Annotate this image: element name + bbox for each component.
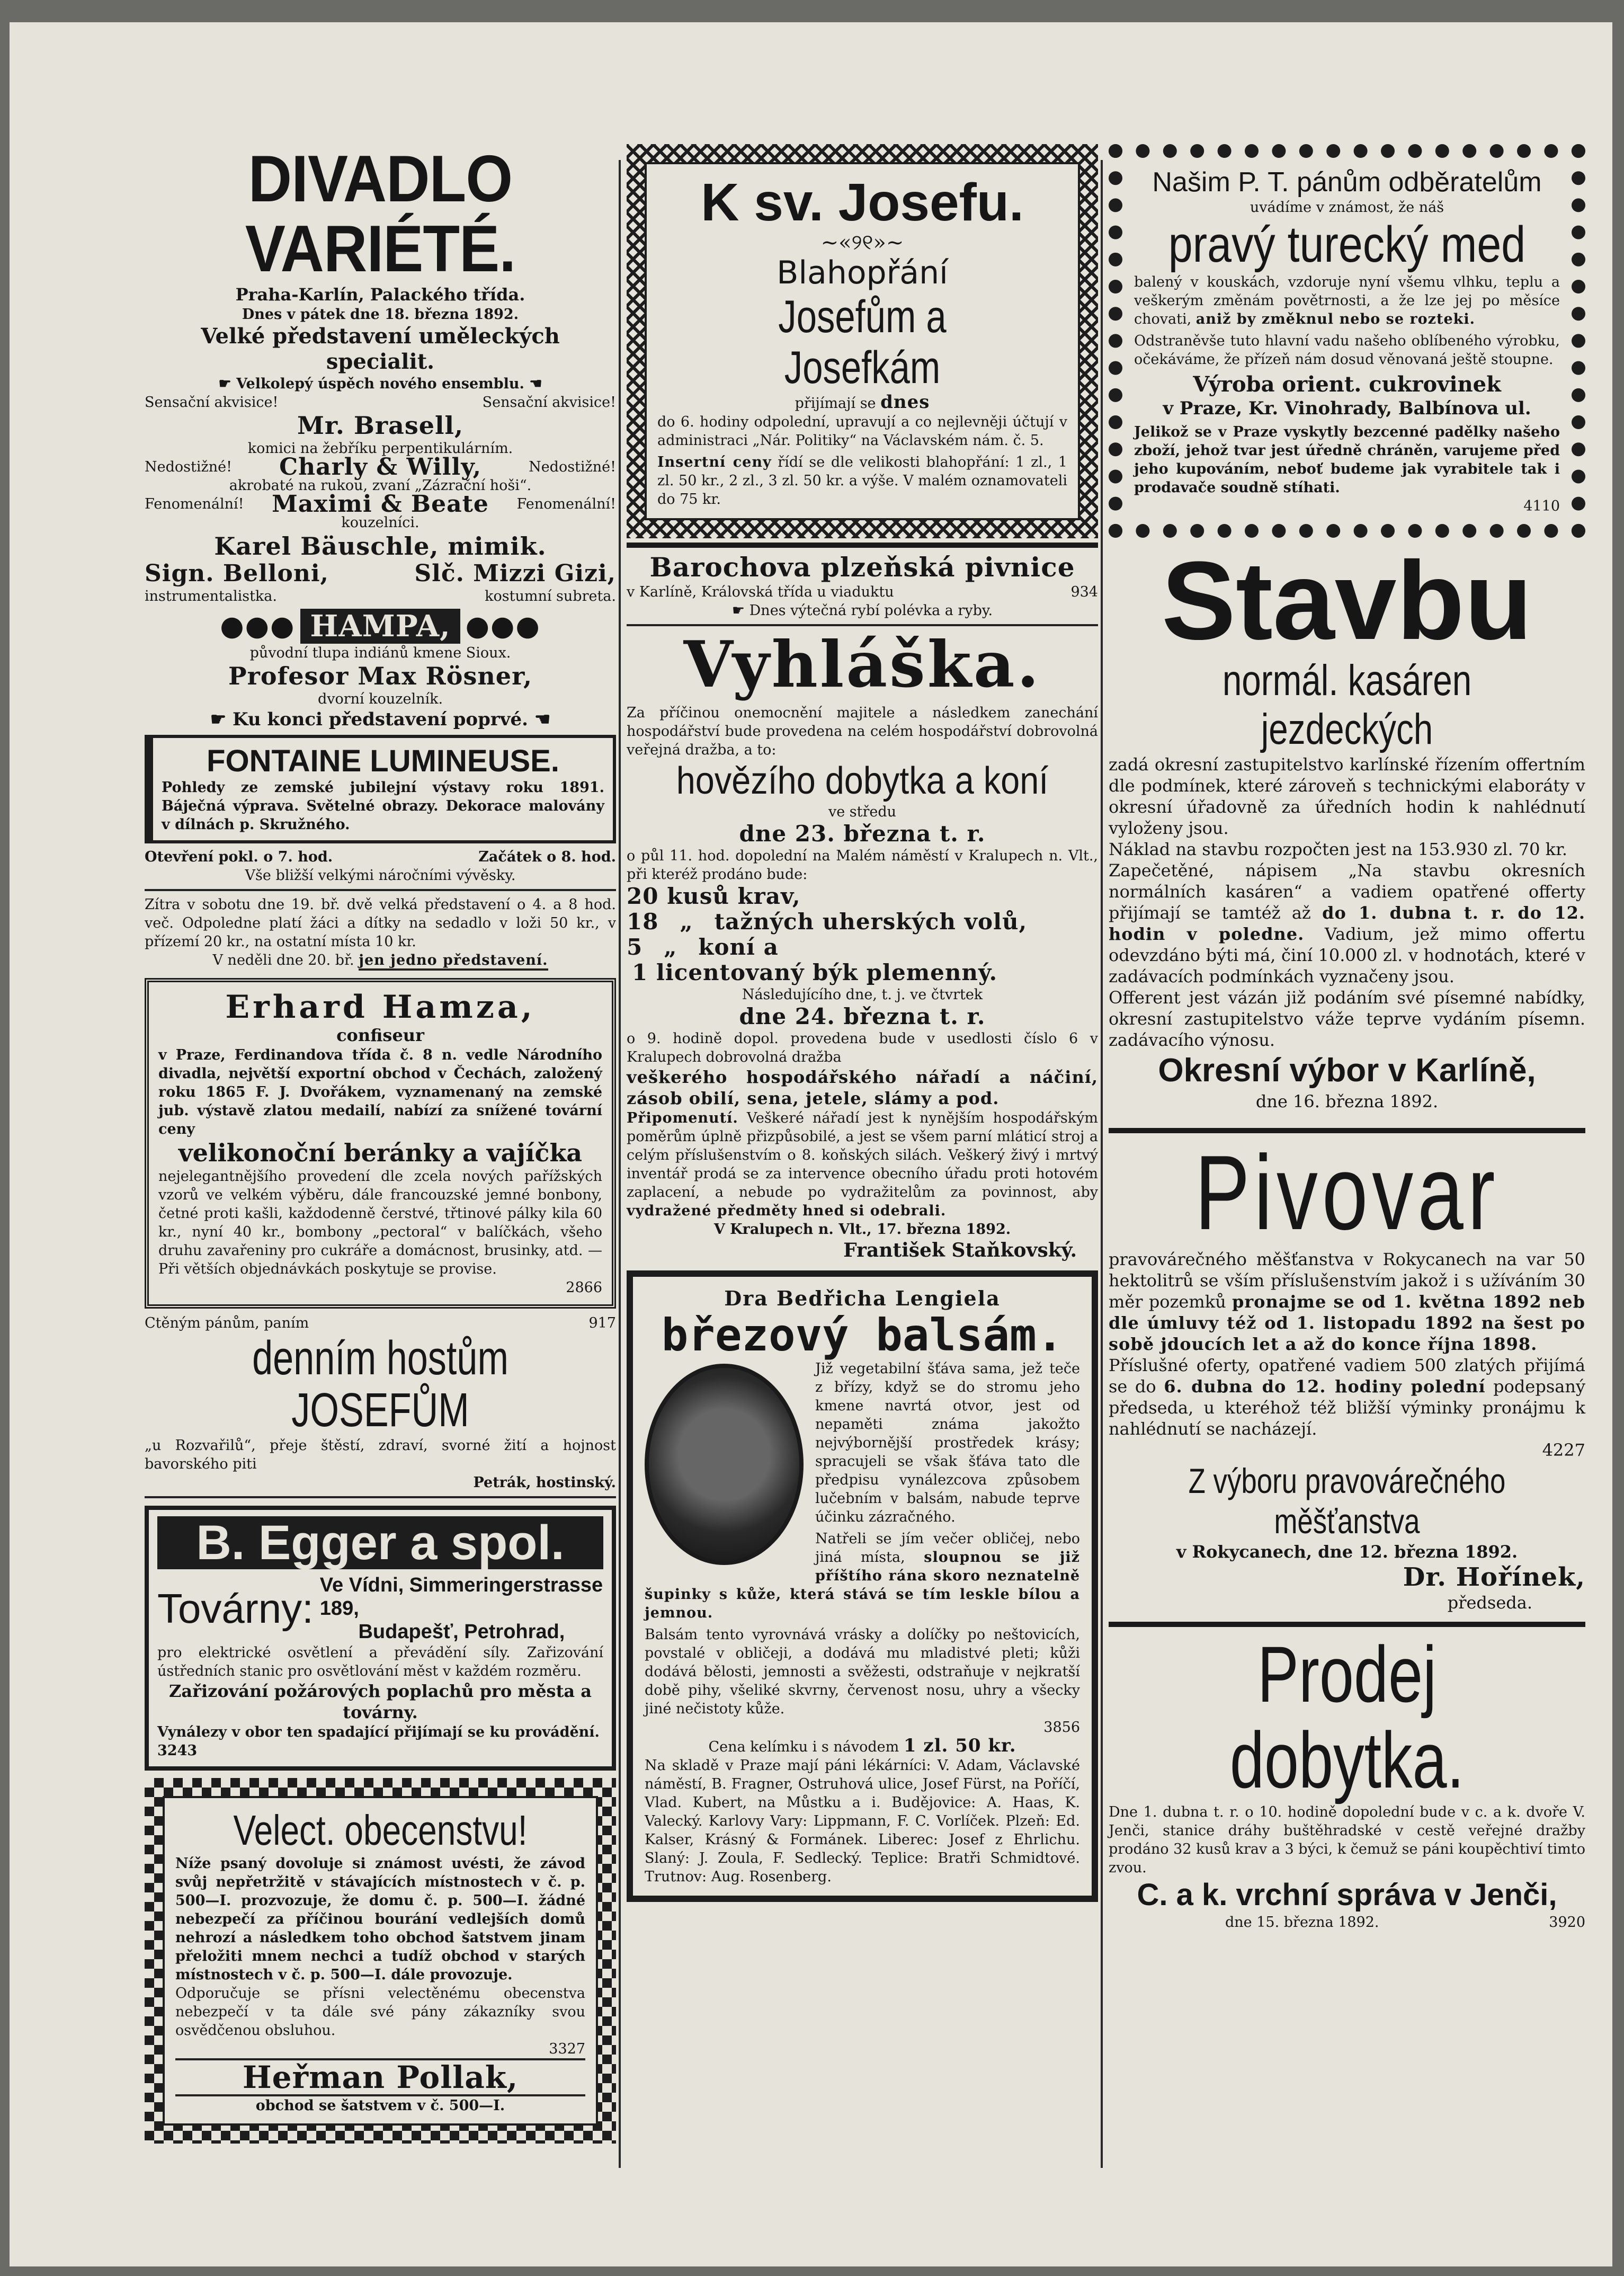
- ad-note: Zítra v sobotu dne 19. bř. dvě velká představení o 4. a 8 hod. več. Odpoledne platí žáci a dítky na sedadlo v loži 50 kr., v přízemí 20 kr., na ostatní místa 10 kr.: [145, 896, 616, 950]
- ad-title: Vyhláška.: [683, 627, 1041, 702]
- ad-number: 3243: [157, 1742, 198, 1759]
- column-right: [1109, 144, 1585, 1932]
- ad-number: 3856: [1043, 1719, 1080, 1736]
- stavbu-ad: [1109, 538, 1586, 1112]
- ad-row: [145, 848, 616, 866]
- divider: [145, 889, 616, 891]
- act-name: Sign. Belloni,: [145, 560, 329, 587]
- ad-text: Balsám tento vyrovnává vrásky a dolíčky po neštovicích, povstalé v obličeji, a dodává mu mladistvé pleti; kůži dodává bělosti, jemnosti a svěžesti, odstraňuje v nejkratší době pihy, všeliké skvrny, červenost nosu, uhry a všecky jiné nečistoty kůže.: [645, 1626, 1080, 1717]
- ad-label: Sensační akvisice!: [145, 394, 279, 411]
- act-desc: instrumentalistka.: [145, 588, 277, 604]
- ad-text: Odstraněvše tuto hlavní vadu našeho oblíbeného výrobku, očekáváme, že přízeň nám dosud věnovaná ještě stoupne.: [1134, 333, 1560, 368]
- act-desc: kouzelníci.: [341, 514, 420, 531]
- pointing-hand-icon: ☛: [731, 602, 749, 619]
- ad-text: Níže psaný dovoluje si známost uvésti, že závod svůj nepřetržitě v stávajících místnostech v č. p. 500—I. prozvozuje, že domu č. p. 500—I. žádné nebezpečí za příčinou bourání vedlejších domů nehrozí a následkem toho obchod šatstvem jinam přeložiti mnem nechci a tudíž obchod v starých místnostech v č. p. 500—I. dále provozuje.: [175, 1855, 585, 1983]
- ad-footer: Vynálezy v obor ten spadající přijímají se ku provádění. 3243: [157, 1724, 600, 1759]
- ad-premiere: ☛ Ku konci představení poprvé. ☚: [210, 709, 551, 730]
- ad-text: Již vegetabilní šťáva sama, jež teče z břízy, když se do stromu jeho kmene navrtá otvor, jest od nepaměti známa jakožto nejvýbornější prostředek krásy; spracujeli se však šťáva tato dle předpisu vynálezcova způsobem lučebním v balsám, nabude teprve účinku zázračného.: [815, 1361, 1080, 1525]
- auction-item: 5 „ koní a: [627, 934, 779, 960]
- ad-row: [145, 454, 616, 481]
- ad-text: Insertní ceny řídí se dle velikosti blahopřání: 1 zl., 1 zl. 50 kr., 2 zl., 3 zl. 50 kr. a výše. V malém oznamovateli do 75 kr.: [657, 454, 1067, 508]
- act-desc: kostumní subreta.: [485, 588, 616, 604]
- pointing-hand-icon: ☚: [524, 376, 542, 392]
- ad-text: Náklad na stavbu rozpočten jest na 153.930 zl. 70 kr.: [1109, 839, 1568, 859]
- ad-title: pravý turecký med: [1168, 216, 1526, 273]
- ad-date: dne 23. března t. r.: [739, 821, 986, 847]
- ad-number: 4227: [1542, 1440, 1585, 1460]
- newspaper-page: [10, 22, 1612, 2266]
- ad-highlight: Zařizování požárových poplachů pro města a továrny.: [169, 1681, 592, 1722]
- ad-text: Odporučuje se přísni velectěnému obecenstva nebezpečí v ta dále své pány zákazníky svou osvědčenou obsluhou.: [175, 1985, 585, 2039]
- ad-title: Erhard Hamza,: [225, 989, 536, 1026]
- ad-address: v Karlíně, Královská třída u viaduktu: [627, 584, 894, 600]
- ad-text: v Praze, Ferdinandova třída č. 8 n. vedle Národního divadla, největší exportní obchod v Čechách, založený roku 1865 F. J. Dvořákem, vyznamenaný na zemské jub. výstavě zlatou medailí, nabízí za snížené tovární ceny: [158, 1047, 602, 1137]
- pointing-hand-icon: ☚: [528, 709, 551, 730]
- ad-note: ve středu: [828, 804, 897, 820]
- divadlo-variete-ad: [145, 144, 616, 970]
- ad-number: 3327: [549, 2041, 585, 2057]
- ad-header: Dra Bedřicha Lengiela: [724, 1286, 1001, 1310]
- act-name: Profesor Max Rösner,: [228, 662, 532, 690]
- column-left: [145, 144, 616, 2144]
- ad-note: ☛ Dnes výtečná rybí polévka a ryby.: [731, 602, 993, 619]
- divider: [1109, 1128, 1585, 1133]
- ad-title: K sv. Josefu.: [701, 173, 1024, 232]
- ad-address: Ve Vídni, Simmeringerstrasse 189,: [319, 1574, 603, 1620]
- josefu-ad-inner: [645, 162, 1080, 520]
- ad-place: v Rokycanech, dne 12. března 1892.: [1176, 1542, 1518, 1562]
- ad-warning: Jelikož se v Praze vyskytly bezcenné padělky našeho zboží, jehož tvar jest úředně chráněn, varujeme před jeho kupováním, neboť budeme jak vyrabitele tak i prodavače soudně stíhati.: [1134, 424, 1560, 496]
- act-name: Mr. Brasell,: [297, 411, 463, 440]
- egger-ad: [145, 1506, 616, 1771]
- pivovar-ad: [1109, 1134, 1586, 1613]
- ad-text: „u Rozvařilů“, přeje štěstí, zdraví, svorné žití a hojnost bavorského piti: [145, 1437, 616, 1472]
- divider: [627, 543, 1098, 548]
- dot-ornament-icon: ●●●: [465, 610, 541, 642]
- ad-number: 2866: [566, 1279, 602, 1296]
- ad-dealers: Na skladě v Praze mají páni lékárníci: V. Adam, Václavské náměstí, B. Fragner, Ostruhová ulice, Josef Fürst, na Poříčí, Vlad. Kubert, na Můstku a i. Budějovice: A. Haas, K. Valecký. Karlovy Vary: Lippmann, F. C. Vorlíček. Plzeň: Ed. Kalser, Krásný & Formánek. Liberec: Josef z Ehrlichu. Slaný: J. Zoula, F. Sedlecký. Teplice: Bratři Schmidtové. Trutnov: Aug. Rosenberg.: [645, 1757, 1080, 1885]
- egger-factories: [157, 1573, 603, 1643]
- act-name: Karel Bäuschle, mimik.: [214, 532, 547, 561]
- dot-ornament-icon: ●●●: [220, 610, 296, 642]
- ad-subtitle: confiseur: [336, 1025, 424, 1045]
- ad-note: Následujícího dne, t. j. ve čtvrtek: [742, 986, 983, 1003]
- column-rule: [1101, 160, 1103, 2168]
- auction-item: 1 licentovaný býk plemenný.: [632, 959, 998, 985]
- ad-label: Nedostižné!: [145, 459, 232, 475]
- ad-subtitle: uvádíme v známost, že náš: [1250, 199, 1444, 216]
- ad-address: Budapešť, Petrohrad,: [358, 1621, 565, 1643]
- auction-item: 20 kusů krav,: [627, 883, 801, 909]
- ad-title: Velect. obecenstvu!: [233, 1807, 528, 1854]
- ad-label: Ctěným pánům, paním: [145, 1315, 309, 1331]
- pointing-hand-icon: ☛: [210, 709, 233, 730]
- ad-label: Otevření pokl. o 7. hod.: [145, 849, 333, 865]
- josefu-ad: [627, 144, 1098, 538]
- ad-label: Fenomenální!: [145, 496, 244, 512]
- ad-text: Dne 1. dubna t. r. o 10. hodině dopolední bude v c. a k. dvoře V. Jenči, stanice dráhy buštěhradské v cestě veřejné dražby prodáno 32 kusů krav a 3 býci, k čemuž se páni koupěchtiví timto zvou.: [1109, 1804, 1585, 1876]
- ad-signature: Okresní výbor v Karlíně,: [1158, 1052, 1536, 1089]
- vyhlaska-ad: [627, 627, 1098, 1262]
- ad-text: pro elektrické osvětlení a převádění síly. Zařizování ústředních stanic pro osvětlování měst v každém rozměru.: [157, 1644, 603, 1679]
- column-rule: [619, 160, 621, 2168]
- ad-title: březový balsám.: [661, 1309, 1064, 1361]
- ad-date: dne 16. března 1892.: [1255, 1091, 1439, 1112]
- turecky-med-ad: [1109, 144, 1585, 538]
- fontaine-text: Pohledy ze zemské jubilejní výstavy roku 1891. Báječná výprava. Světelné obrazy. Dekorace malovány v dílnách p. Skružného.: [162, 779, 604, 833]
- ad-title: DIVADLO VARIÉTÉ.: [245, 143, 516, 286]
- ad-subtitle: Blahopřání: [777, 254, 948, 291]
- ad-title: Prodej dobytka.: [1229, 1630, 1465, 1804]
- ad-subtitle: normál. kasáren jezdeckých: [1222, 656, 1472, 753]
- act-name: Maximi & Beate: [272, 491, 489, 518]
- ad-row: [145, 587, 616, 606]
- ad-header: Našim P. T. pánům odběratelům: [1152, 167, 1542, 198]
- ad-title: B. Egger a spol.: [157, 1516, 603, 1569]
- ornament-icon: ~«୨୧»~: [820, 230, 904, 255]
- ad-signature: Petrák, hostinský.: [473, 1474, 616, 1491]
- ad-highlight: velikonoční beránky a vajíčka: [178, 1139, 583, 1167]
- ad-date: dne 15. března 1892.: [1225, 1914, 1379, 1931]
- ad-signature: Dr. Hořínek,: [1403, 1562, 1585, 1592]
- ad-row: [1109, 1913, 1585, 1932]
- ad-text: o 9. hodině dopol. provedena bude v usedlosti číslo 6 v Kralupech dobrovolná dražba: [627, 1030, 1098, 1065]
- column-middle: [627, 144, 1098, 1906]
- balsam-ad: [627, 1270, 1098, 1902]
- ad-text: nejelegantnějšího provedení dle zcela nových pařížských vzorů ve velkém výběru, dále francouzské jemné bonbony, četné proti kašli, každodenně čerstvé, třtinové pálky kila 60 kr., nyní 40 kr., bombony „pectoral“ v balíčkách, všeho druhu zavařeniny pro cukráře a domácnost, brusinky, atd. — Při větších objednávkách poskytuje se provise.: [158, 1168, 602, 1277]
- ad-label: Továrny:: [157, 1585, 314, 1632]
- fontaine-box: [145, 735, 616, 843]
- ad-text: pravovárečného měšťanstva v Rokycanech na var 50 hektolitrů se vším příslušenstvím jakož i s užíváním 30 měr pozemků pronajme se od 1. května 1892 neb dle úmluvy též od 1. listopadu 1892 na šest po sobě jdoucích let a až do konce října 1898.: [1109, 1249, 1585, 1354]
- act-desc: dvorní kouzelník.: [317, 691, 443, 707]
- ad-date: Dnes v pátek dne 18. března 1892.: [242, 306, 519, 323]
- ad-label: Nedostižné!: [529, 459, 616, 475]
- ad-address: Praha-Karlín, Palackého třída.: [235, 284, 525, 305]
- ad-headline: Velké představení uměleckých specialit.: [201, 324, 560, 374]
- ad-firm: Výroba orient. cukrovinek: [1193, 372, 1501, 397]
- act-desc: původní tlupa indiánů kmene Sioux.: [249, 645, 511, 661]
- ad-title: denním hostům JOSEFŮM: [252, 1332, 508, 1437]
- prodej-dobytka-ad: [1109, 1631, 1585, 1932]
- hampa-line: [145, 609, 616, 644]
- act-desc: komici na žebříku perpentikulárním.: [247, 440, 513, 457]
- ad-text: Offerent jest vázán již podáním své písemné nabídky, okresní zastupitelstvo váže teprve vydáním písemn. zadávacího výnosu.: [1109, 988, 1585, 1050]
- barochova-ad: [627, 552, 1098, 620]
- ad-text: Příslušné oferty, opatřené vadiem 500 zlatých přijímá se do 6. dubna do 12. hodiny polední podepsaný předseda, u kteréhož též bližší výminky pronájmu k nahlédnutí se nacházejí.: [1109, 1355, 1586, 1439]
- josefum-ad: [145, 1314, 616, 1498]
- ad-big: hovězího dobytka a koní: [676, 760, 1049, 802]
- ad-success: ☛ Velkolepý úspěch nového ensemblu. ☚: [218, 376, 542, 392]
- ad-text: přijímají se dnes: [795, 392, 930, 413]
- ad-row: [145, 561, 616, 587]
- ad-number: 934: [1070, 584, 1098, 600]
- egger-addresses: [320, 1573, 603, 1643]
- ad-number: 3920: [1549, 1914, 1585, 1931]
- ad-from: Z výboru pravovárečného měšťanstva: [1188, 1461, 1506, 1541]
- ad-label: Fenomenální!: [516, 496, 616, 512]
- pointing-hand-icon: ☛: [218, 376, 237, 392]
- act-name: Slč. Mizzi Gizi,: [414, 560, 616, 587]
- ad-text: o půl 11. hod. dopolední na Malém náměstí v Kralupech n. Vlt., při kteréž prodáno bude:: [627, 848, 1098, 883]
- divider: [627, 624, 1098, 626]
- ad-signature: Heřman Pollak,: [175, 2058, 585, 2096]
- ad-date: dne 24. března t. r.: [739, 1003, 986, 1029]
- ad-row: [145, 491, 616, 518]
- act-desc: akrobaté na rukou, zvaní „Zázrační hoši“.: [229, 477, 532, 494]
- ad-title: Pivovar: [1194, 1134, 1500, 1252]
- ad-subtitle: obchod se šatstvem v č. 500—I.: [255, 2097, 505, 2114]
- ad-text: Natřeli se jím večer obličej, nebo jiná místa, sloupnou se již příštího rána skoro neznatelně šupinky s kůže, která stává se tím leskle bílou a jemnou.: [645, 1531, 1080, 1621]
- divider: [145, 1496, 616, 1498]
- ad-big: Josefům a Josefkám: [778, 291, 947, 393]
- fontaine-title: FONTAINE LUMINEUSE.: [207, 744, 559, 778]
- ad-text: balený v kouskách, vzdoruje nyní všemu vlhku, teplu a veškerým změnám povětrnosti, a že lze jej po měsíce chovati, aniž by změknul nebo se rozteki.: [1134, 274, 1560, 327]
- divider: [1109, 1622, 1585, 1627]
- ad-row: [145, 393, 616, 412]
- ad-text: Zapečetěné, nápisem „Na stavbu okresních normálních kasáren“ a vadiem opatřené offerty přijímají se tamtéž až do 1. dubna t. r. do 12. hodin v poledne. Vadium, jež mimo offertu odevzdáno býti má, činí 10.000 zl. v hodnotách, které v zadávacích podmínkách vyznačeny jsou.: [1109, 860, 1586, 986]
- auction-item: 18 „ tažných uherských volů,: [627, 909, 1028, 935]
- pollak-ad: [145, 1778, 616, 2144]
- ad-role: předseda.: [1447, 1593, 1532, 1613]
- ad-place: V Kralupech n. Vlt., 17. března 1892.: [713, 1221, 1011, 1238]
- ad-note: V neděli dne 20. bř. jen jedno představení.: [145, 951, 616, 970]
- ad-text: Připomenutí. Veškeré nářadí jest k nynějším hospodářským poměrům úplně přizpůsobilé, a jest se všem parní mláticí stroj a celým příslušenstvím o 8. koňských silách. Veškerý živý i mrtvý inventář prodá se za intervence obecního úřadu proti hotovém zaplacení, a nebude po vydražitelům za povinnost, aby vydražené předměty hned si odebrali.: [627, 1110, 1098, 1219]
- ad-label: Začátek o 8. hod.: [478, 849, 616, 865]
- hamza-ad: [145, 978, 616, 1309]
- ad-address: v Praze, Kr. Vinohrady, Balbínova ul.: [1163, 398, 1531, 419]
- act-name: HAMPA,: [300, 609, 460, 644]
- ad-title: Stavbu: [1161, 538, 1533, 663]
- ad-label: Sensační akvisice!: [482, 394, 616, 411]
- ad-text: Za příčinou onemocnění majitele a následkem zanechání hospodářství bude provedena na celém hospodářství dobrovolná veřejná dražba, a to:: [627, 705, 1098, 758]
- ad-number: 4110: [1523, 498, 1560, 514]
- portrait-medallion-icon: [645, 1364, 804, 1565]
- act-name: Charly & Willy,: [279, 454, 481, 481]
- ad-price: Cena kelímku i s návodem 1 zl. 50 kr.: [708, 1735, 1016, 1756]
- ad-row: [627, 583, 1098, 601]
- ad-highlight: veškerého hospodářského nářadí a náčiní, zásob obilí, sena, jetele, slámy a pod.: [627, 1067, 1098, 1108]
- ad-text: do 6. hodiny odpolední, upravují a co nejlevněji účtují v administraci „Nár. Politiky“ na Václavském nám. č. 5.: [657, 414, 1067, 449]
- ad-signature: C. a k. vrchní správa v Jenči,: [1137, 1878, 1557, 1912]
- ad-note: Vše bližší velkými náročními vývěsky.: [245, 867, 516, 884]
- ad-row: [145, 1314, 616, 1332]
- ad-number: 917: [588, 1315, 616, 1331]
- ad-signature: František Staňkovský.: [843, 1239, 1077, 1261]
- pollak-ad-inner: [163, 1796, 598, 2126]
- ad-text: zadá okresní zastupitelstvo karlínské řízením offertním dle podmínek, které zároveň s technickými elaboráty v okresní úřadovně za úředních hodin k nahlédnutí vyloženy jsou.: [1109, 754, 1585, 838]
- ad-title: Barochova plzeňská pivnice: [649, 552, 1075, 583]
